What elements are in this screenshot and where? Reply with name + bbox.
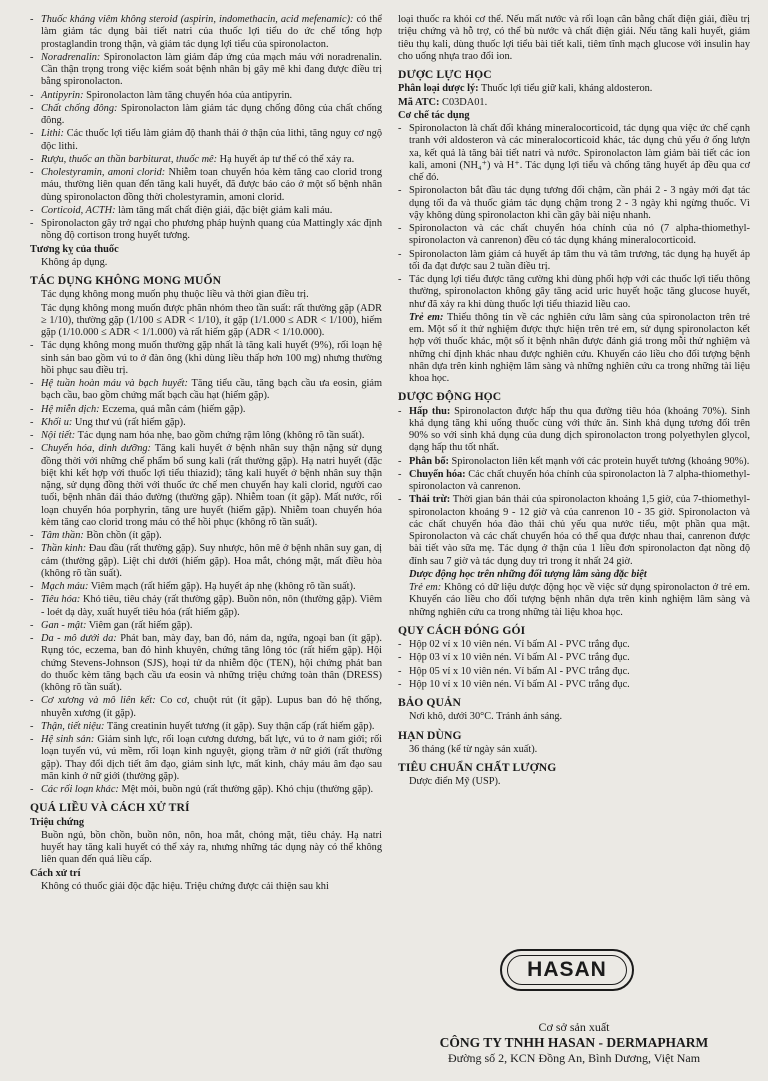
packaging-item: - Hộp 05 vỉ x 10 viên nén. Vỉ bấm Al - PVC trắng đục. <box>398 666 750 678</box>
mechanism-item: - Spironolacton làm giảm cả huyết áp tâm thu và tâm trương, tác dụng hạ huyết áp tối đa đạt được sau 2 tuần điều trị. <box>398 249 750 274</box>
pk-pediatric-note: Trẻ em: Không có dữ liệu dược động học về việc sử dụng spironolacton ở trẻ em. Khuyến cáo liều cho đối tượng bệnh nhân dựa trên kinh nghiệm lâm sàng và những nghiên cứu ca trong những tài liệu khoa học. <box>409 582 750 618</box>
mechanism-item: - Spironolacton là chất đối kháng mineralocorticoid, tác dụng qua việc ức chế cạnh tranh với aldosteron và các mineralocorticoid khác, tác dụng chủ yếu ở ống lượn xa, kết quả là tăng bài tiết natri và nước. Spironolacton làm giảm bài tiết các ion kali, amoni (NH₄⁺) và H⁺. Tác dụng lợi tiểu và chống tăng huyết áp đều qua cơ chế đó. <box>398 123 750 184</box>
adverse-effect-item: - Thần kinh: Đau đầu (rất thường gặp). Suy nhược, hôn mê ở bệnh nhân suy gan, dị cảm (thường gặp). Liệt chi dưới (hiếm gặp). Hoa mắt, chóng mặt, mất điều hòa (không rõ tần suất). <box>30 543 382 580</box>
expiry-text: 36 tháng (kể từ ngày sản xuất). <box>409 743 538 755</box>
incompatibility-text: Không áp dụng. <box>41 256 108 268</box>
expiry-heading: HẠN DÙNG <box>398 728 462 742</box>
interaction-item: - Corticoid, ACTH: làm tăng mất chất điện giải, đặc biệt giảm kali máu. <box>30 205 382 217</box>
adverse-effect-item: - Mạch máu: Viêm mạch (rất hiếm gặp). Hạ huyết áp nhẹ (không rõ tần suất). <box>30 581 382 593</box>
treatment-continued-text: loại thuốc ra khỏi cơ thể. Nếu mất nước và rối loạn cân bằng chất điện giải, điều trị triệu chứng và hỗ trợ, có thể bù nước và chất điện giải. Nếu tăng kali huyết, giảm tiêu thụ kali, dùng thuốc lợi tiểu bài tiết kali, tiêm tĩnh mạch glucose với insulin hay cho uống nhựa trao đổi ion. <box>398 14 750 62</box>
adverse-effect-item: - Gan - mật: Viêm gan (rất hiếm gặp). <box>30 620 382 632</box>
storage-heading: BẢO QUẢN <box>398 696 461 709</box>
adverse-effect-item: - Cơ xương và mô liên kết: Co cơ, chuột rút (ít gặp). Lupus ban đỏ hệ thống, nhuyễn xương (ít gặp). <box>30 695 382 720</box>
treatment-text: Không có thuốc giải độc đặc hiệu. Triệu chứng được cải thiện sau khi <box>41 880 329 892</box>
pk-item: - Phân bố: Spironolacton liên kết mạnh với các protein huyết tương (khoảng 90%). <box>398 456 750 468</box>
interaction-item: - Chất chống đông: Spironolacton làm giảm tác dụng chống đông của chất chống đông. <box>30 103 382 128</box>
packaging-item: - Hộp 10 vỉ x 10 viên nén. Vỉ bấm Al - PVC trắng đục. <box>398 679 750 691</box>
mechanism-item: - Tác dụng lợi tiểu được tăng cường khi dùng phối hợp với các thuốc lợi tiểu thông thường, spironolacton không gây tăng acid uric huyết hoặc tăng glucose huyết, như đã xảy ra khi dùng thuốc lợi tiểu thiazid liều cao. <box>398 274 750 311</box>
adverse-effect-item: - Tác dụng không mong muốn thường gặp nhất là tăng kali huyết (9%), rối loạn hệ sinh sản bao gồm vú to ở đàn ông (khi dùng liều thấp hơn 100 mg) nhưng thường hồi phục sau điều trị. <box>30 340 382 377</box>
quality-standard-text: Dược điển Mỹ (USP). <box>409 776 501 788</box>
adverse-effect-item: - Khối u: Ung thư vú (rất hiếm gặp). <box>30 417 382 429</box>
logo-text: HASAN <box>507 955 627 985</box>
interaction-item: - Thuốc kháng viêm không steroid (aspirin, indomethacin, acid mefenamic): có thể làm giảm tác dụng bài tiết natri của thuốc lợi tiểu do ức chế tổng hợp prostaglandin trong thận, và giảm tác dụng lợi tiểu của spironolacton. <box>30 14 382 51</box>
adverse-effect-item: - Nội tiết: Tác dụng nam hóa nhẹ, bao gồm chứng rậm lông (không rõ tần suất). <box>30 430 382 442</box>
adverse-effects-intro: Tác dụng không mong muốn phụ thuộc liều và thời gian điều trị. <box>41 289 309 301</box>
pk-item: - Thải trừ: Thời gian bán thải của spironolacton khoảng 1,5 giờ, của 7-thiomethyl-spironolacton khoảng 9 - 12 giờ và của canrenon 10 - 35 giờ. Spironolacton và các chất chuyển hóa đào thải chủ yếu qua nước tiểu, một phần qua mật. Spironolacton và các chất chuyển hóa có thể qua được nhau thai, canrenon được bài tiết vào sữa mẹ. Tác dụng ở thận của 1 liều đơn spironolacton đạt nồng độ đỉnh sau 7 giờ và tác dụng duy trì trong ít nhất 24 giờ. <box>398 494 750 568</box>
adverse-effect-item: - Các rối loạn khác: Mệt mỏi, buồn ngủ (rất thường gặp). Khó chịu (thường gặp). <box>30 784 382 796</box>
storage-text: Nơi khô, dưới 30°C. Tránh ánh sáng. <box>409 711 563 723</box>
manufacturer-name: CÔNG TY TNHH HASAN - DERMAPHARM <box>439 1035 709 1050</box>
adverse-effect-item: - Hệ tuần hoàn máu và bạch huyết: Tăng tiểu cầu, tăng bạch cầu ưa eosin, giảm bạch cầu, bao gồm chứng mất bạch cầu hạt (hiếm gặp). <box>30 378 382 403</box>
packaging-list <box>398 639 750 691</box>
pk-item: - Chuyển hóa: Các chất chuyển hóa chính của spironolacton là 7 alpha-thiomethyl-spironolacton và canrenon. <box>398 469 750 494</box>
adverse-effect-item: - Chuyển hóa, dinh dưỡng: Tăng kali huyết ở bệnh nhân suy thận nặng sử dụng đồng thời với những chế phẩm bổ sung kali (rất thường gặp). Hạ natri huyết (đặc biệt khi kết hợp với thuốc lợi tiểu thiazid); tăng kali huyết ở bệnh nhân suy thận nặng, sử dụng đồng thời với thuốc ức chế men chuyển hay kali clorid, người cao tuổi, bệnh nhân đái tháo đường (thường gặp). Nhiễm toan (ít gặp). Mất nước, rối loạn chuyển hóa porphyrin, tăng ure huyết (hiếm gặp). Nhiễm toan chuyển hóa kèm tăng cao clorid trong máu có thể hồi phục (không rõ tần suất). <box>30 443 382 529</box>
mechanism-heading: Cơ chế tác dụng <box>398 109 470 121</box>
logo-outer-ring <box>500 949 634 991</box>
interaction-item: - Lithi: Các thuốc lợi tiểu làm giảm độ thanh thải ở thận của lithi, tăng nguy cơ ngộ độc lithi. <box>30 128 382 153</box>
pharmacokinetics-list <box>398 406 750 568</box>
interaction-item: - Rượu, thuốc an thần barbiturat, thuốc mê: Hạ huyết áp tư thế có thể xảy ra. <box>30 154 382 166</box>
adverse-effect-item: - Thận, tiết niệu: Tăng creatinin huyết tương (ít gặp). Suy thận cấp (rất hiếm gặp). <box>30 721 382 733</box>
mechanism-item: - Spironolacton bắt đầu tác dụng tương đối chậm, cần phải 2 - 3 ngày mới đạt tác dụng tối đa và thuốc giảm tác dụng chậm trong 2 - 3 ngày khi ngừng thuốc. Vì vậy không dùng spironolacton khi cần gây bài niệu nhanh. <box>398 185 750 222</box>
adverse-effect-item: - Tiêu hóa: Khó tiêu, tiêu chảy (rất thường gặp). Buồn nôn, nôn (thường gặp). Viêm - loét dạ dày, xuất huyết tiêu hóa (rất hiếm gặp). <box>30 594 382 619</box>
mechanism-list <box>398 123 750 311</box>
adverse-effect-item: - Da - mô dưới da: Phát ban, mày đay, ban đỏ, nám da, ngứa, ngoại ban (ít gặp). Rụng tóc, eczema, ban đỏ hình khuyên, chứng tăng lông tóc (rất hiếm gặp). Hội chứng Stevens-Johnson (SJS), hoại tử da nhiễm độc (TEN), hội chứng phát ban do thuốc kèm tăng bạch cầu ưa eosin và những triệu chứng toàn thân (DRESS) (không rõ tần suất). <box>30 633 382 694</box>
manufacturer-address: Đường số 2, KCN Đồng An, Bình Dương, Việt Nam <box>447 1051 701 1065</box>
right-column <box>398 14 750 790</box>
mechanism-item: - Spironolacton và các chất chuyển hóa chính của nó (7 alpha-thiomethyl-spironolacton và canrenon) đều có tác dụng kháng mineralocorticoid. <box>398 223 750 248</box>
pharmacodynamics-heading: DƯỢC LỰC HỌC <box>398 68 492 81</box>
packaging-heading: QUY CÁCH ĐÓNG GÓI <box>398 623 526 637</box>
packaging-item: - Hộp 03 vỉ x 10 viên nén. Vỉ bấm Al - PVC trắng đục. <box>398 652 750 664</box>
packaging-item: - Hộp 02 vỉ x 10 viên nén. Vỉ bấm Al - PVC trắng đục. <box>398 639 750 651</box>
adverse-effect-item: - Hệ miễn dịch: Eczema, quá mẫn cảm (hiếm gặp). <box>30 404 382 416</box>
interaction-item: - Spironolacton gây trở ngại cho phương pháp huỳnh quang của Mattingly xác định nồng độ cortison trong huyết tương. <box>30 218 382 243</box>
hasan-logo <box>500 949 636 993</box>
treatment-heading: Cách xử trí <box>30 867 81 879</box>
interaction-item: - Noradrenalin: Spironolacton làm giảm đáp ứng của mạch máu với noradrenalin. Cần thận trọng trong việc kiểm soát bệnh nhân bị gây mê khi đang được điều trị bằng spironolacton. <box>30 52 382 89</box>
interaction-item: - Antipyrin: Spironolacton làm tăng chuyển hóa của antipyrin. <box>30 90 382 102</box>
symptoms-text: Buồn ngủ, bồn chồn, buồn nôn, nôn, hoa mắt, chóng mặt, tiêu chảy. Hạ natri huyết hay tăng kali huyết có thể xảy ra, nhưng những tác dụng này có thể không liên quan đến quá liều cấp. <box>41 829 382 866</box>
adverse-effects-frequency: Tác dụng không mong muốn được phân nhóm theo tần suất: rất thường gặp (ADR ≥ 1/10), thường gặp (1/100 ≤ ADR < 1/10), ít gặp (1/1.000 ≤ ADR < 1/100), hiếm gặp (1/10.000 ≤ ADR < 1/1.000) và rất hiếm gặp (ADR < 1/10.000). <box>41 302 382 338</box>
adverse-effect-item: - Tâm thần: Bồn chồn (ít gặp). <box>30 530 382 542</box>
manufacturer-block <box>398 1020 750 1066</box>
pharmacologic-class: Phân loại dược lý: Thuốc lợi tiểu giữ kali, kháng aldosteron. <box>398 83 653 95</box>
adverse-effects-list <box>30 340 382 796</box>
pediatric-note: Trẻ em: Thiếu thông tin về các nghiên cứu lâm sàng của spironolacton trên trẻ em. Một số ít thử nghiệm được thực hiện trên trẻ em, sử dụng spironolacton kết hợp với thuốc khác, một số ít bệnh nhân được đánh giá trong mỗi thử nghiệm và những chỉ định khác nhau được nghiên cứu. Khuyến cáo liều cho đối tượng bệnh nhân dựa trên kinh nghiệm lâm sàng và những nghiên cứu ca trong những tài liệu khoa học. <box>409 311 751 384</box>
quality-standard-heading: TIÊU CHUẨN CHẤT LƯỢNG <box>398 761 557 774</box>
overdose-heading: QUÁ LIỀU VÀ CÁCH XỬ TRÍ <box>30 801 190 815</box>
interaction-item: - Cholestyramin, amoni clorid: Nhiễm toan chuyển hóa kèm tăng cao clorid trong máu, thường liên quan đến tăng kali huyết, đã được báo cáo ở một số bệnh nhân dùng spironolacton đồng thời cholestyramin, amoni clorid. <box>30 167 382 204</box>
incompatibility-heading: Tương kỵ của thuốc <box>30 243 119 255</box>
symptoms-heading: Triệu chứng <box>30 816 85 828</box>
adverse-effect-item: - Hệ sinh sản: Giảm sinh lực, rối loạn cương dương, bất lực, vú to ở nam giới; rối loạn tuyến vú, vú mềm, rối loạn kinh nguyệt, giọng trầm ở nữ giới (rất thường gặp). Thay đổi dịch tiết âm đạo, giảm sinh lực, mất kinh, chảy máu âm đạo sau mãn kinh ở nữ giới (thường gặp). <box>30 734 382 783</box>
manufacturer-label: Cơ sở sản xuất <box>538 1020 610 1034</box>
pk-item: - Hấp thu: Spironolacton được hấp thu qua đường tiêu hóa (khoảng 70%). Sinh khả dụng tăng khi uống thuốc cùng với thức ăn. Sinh khả dụng tương đối trên 90% so với sinh khả dụng của dung dịch spironolacton trong polyethylen glycol, dạng hấp thu tốt nhất. <box>398 406 750 455</box>
atc-code: Mã ATC: C03DA01. <box>398 96 488 108</box>
pharmacokinetics-heading: DƯỢC ĐỘNG HỌC <box>398 390 502 404</box>
pk-special-heading: Dược động học trên những đối tượng lâm sàng đặc biệt <box>409 568 647 580</box>
left-column <box>30 14 382 894</box>
adverse-effects-heading: TÁC DỤNG KHÔNG MONG MUỐN <box>30 274 222 287</box>
interaction-list <box>30 14 382 243</box>
